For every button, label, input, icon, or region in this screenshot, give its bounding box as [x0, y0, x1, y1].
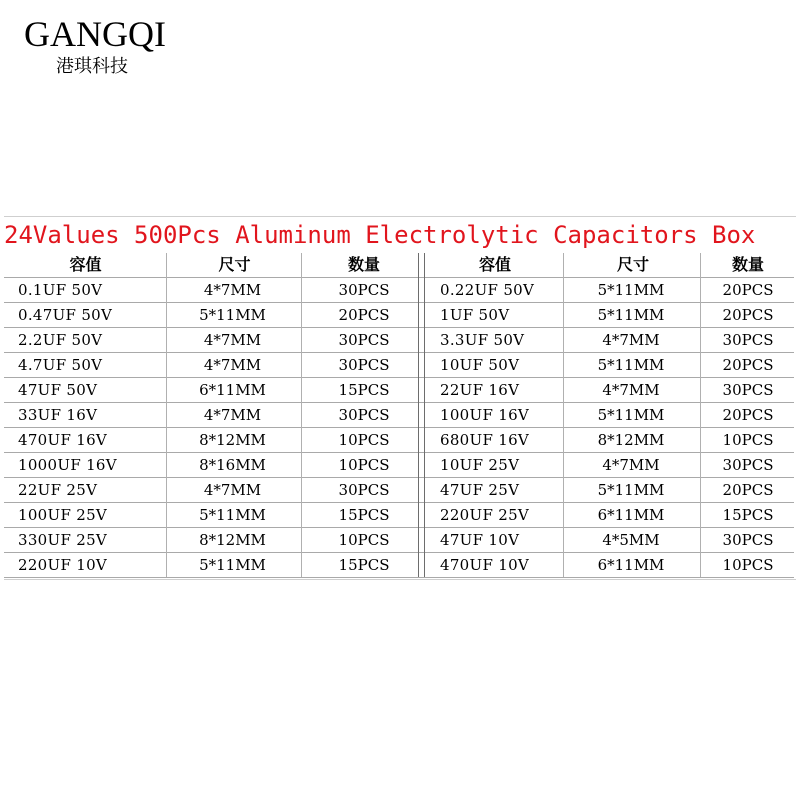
- quantity-cell: 10PCS: [302, 453, 426, 478]
- size-cell: 8*12MM: [564, 428, 702, 453]
- quantity-cell: 10PCS: [302, 428, 426, 453]
- table-row: [4, 478, 794, 503]
- capacitance-cell: 0.22UF 50V: [426, 278, 564, 303]
- quantity-cell: 30PCS: [302, 278, 426, 303]
- table-row: [4, 278, 794, 303]
- size-cell: 4*7MM: [564, 328, 702, 353]
- capacitance-cell: 0.47UF 50V: [4, 303, 167, 328]
- capacitance-cell: 330UF 25V: [4, 528, 167, 553]
- capacitance-cell: 47UF 50V: [4, 378, 167, 403]
- quantity-cell: 30PCS: [302, 403, 426, 428]
- column-divider: [563, 253, 564, 577]
- quantity-cell: 10PCS: [702, 428, 794, 453]
- quantity-cell: 30PCS: [702, 528, 794, 553]
- quantity-cell: 20PCS: [702, 303, 794, 328]
- capacitance-cell: 470UF 10V: [426, 553, 564, 578]
- capacitance-cell: 470UF 16V: [4, 428, 167, 453]
- size-cell: 5*11MM: [564, 478, 702, 503]
- capacitance-cell: 100UF 16V: [426, 403, 564, 428]
- quantity-cell: 20PCS: [702, 403, 794, 428]
- column-divider: [301, 253, 302, 577]
- quantity-cell: 15PCS: [302, 503, 426, 528]
- capacitance-cell: 10UF 50V: [426, 353, 564, 378]
- table-row: [4, 378, 794, 403]
- size-cell: 4*5MM: [564, 528, 702, 553]
- table-row: [4, 453, 794, 478]
- quantity-cell: 30PCS: [302, 353, 426, 378]
- center-divider: [418, 253, 419, 577]
- table-row: [4, 328, 794, 353]
- capacitance-cell: 1UF 50V: [426, 303, 564, 328]
- capacitance-cell: 220UF 25V: [426, 503, 564, 528]
- quantity-cell: 20PCS: [302, 303, 426, 328]
- size-cell: 8*12MM: [167, 528, 302, 553]
- table-row: [4, 403, 794, 428]
- size-cell: 5*11MM: [167, 503, 302, 528]
- table-row: [4, 553, 794, 578]
- quantity-cell: 15PCS: [302, 553, 426, 578]
- header-quantity-right: 数量: [702, 253, 794, 278]
- capacitance-cell: 680UF 16V: [426, 428, 564, 453]
- size-cell: 8*12MM: [167, 428, 302, 453]
- quantity-cell: 10PCS: [302, 528, 426, 553]
- brand-name: GANGQI: [24, 14, 166, 54]
- center-divider: [424, 253, 425, 577]
- quantity-cell: 30PCS: [302, 328, 426, 353]
- size-cell: 4*7MM: [167, 328, 302, 353]
- header-quantity-left: 数量: [302, 253, 426, 278]
- capacitance-cell: 1000UF 16V: [4, 453, 167, 478]
- capacitance-cell: 47UF 25V: [426, 478, 564, 503]
- size-cell: 4*7MM: [167, 478, 302, 503]
- quantity-cell: 20PCS: [702, 478, 794, 503]
- table-row: [4, 353, 794, 378]
- column-divider: [700, 253, 701, 577]
- size-cell: 4*7MM: [167, 353, 302, 378]
- size-cell: 6*11MM: [564, 503, 702, 528]
- capacitance-cell: 220UF 10V: [4, 553, 167, 578]
- quantity-cell: 10PCS: [702, 553, 794, 578]
- table-header-row: [4, 253, 794, 278]
- capacitance-cell: 4.7UF 50V: [4, 353, 167, 378]
- column-divider: [166, 253, 167, 577]
- size-cell: 4*7MM: [564, 453, 702, 478]
- size-cell: 4*7MM: [167, 278, 302, 303]
- table-row: [4, 303, 794, 328]
- table-row: [4, 428, 794, 453]
- capacitance-cell: 22UF 25V: [4, 478, 167, 503]
- size-cell: 5*11MM: [167, 553, 302, 578]
- size-cell: 5*11MM: [564, 303, 702, 328]
- capacitance-cell: 47UF 10V: [426, 528, 564, 553]
- size-cell: 5*11MM: [564, 278, 702, 303]
- capacitance-cell: 0.1UF 50V: [4, 278, 167, 303]
- header-capacitance-right: 容值: [426, 253, 564, 278]
- quantity-cell: 30PCS: [702, 328, 794, 353]
- size-cell: 4*7MM: [564, 378, 702, 403]
- table-row: [4, 503, 794, 528]
- header-capacitance-left: 容值: [4, 253, 167, 278]
- quantity-cell: 20PCS: [702, 278, 794, 303]
- quantity-cell: 20PCS: [702, 353, 794, 378]
- size-cell: 6*11MM: [167, 378, 302, 403]
- size-cell: 4*7MM: [167, 403, 302, 428]
- capacitance-cell: 10UF 25V: [426, 453, 564, 478]
- capacitor-spec-table: [4, 253, 794, 578]
- quantity-cell: 15PCS: [302, 378, 426, 403]
- capacitance-cell: 3.3UF 50V: [426, 328, 564, 353]
- size-cell: 8*16MM: [167, 453, 302, 478]
- header-size-left: 尺寸: [167, 253, 302, 278]
- quantity-cell: 30PCS: [302, 478, 426, 503]
- size-cell: 6*11MM: [564, 553, 702, 578]
- capacitance-cell: 22UF 16V: [426, 378, 564, 403]
- capacitance-cell: 2.2UF 50V: [4, 328, 167, 353]
- brand-logo: [24, 14, 164, 78]
- quantity-cell: 30PCS: [702, 453, 794, 478]
- size-cell: 5*11MM: [167, 303, 302, 328]
- table-row: [4, 528, 794, 553]
- capacitance-cell: 33UF 16V: [4, 403, 167, 428]
- brand-subtitle: 港琪科技: [56, 56, 128, 77]
- sheet-title: 24Values 500Pcs Aluminum Electrolytic Capacitors Box: [4, 221, 756, 249]
- quantity-cell: 30PCS: [702, 378, 794, 403]
- header-size-right: 尺寸: [564, 253, 702, 278]
- size-cell: 5*11MM: [564, 403, 702, 428]
- size-cell: 5*11MM: [564, 353, 702, 378]
- capacitance-cell: 100UF 25V: [4, 503, 167, 528]
- quantity-cell: 15PCS: [702, 503, 794, 528]
